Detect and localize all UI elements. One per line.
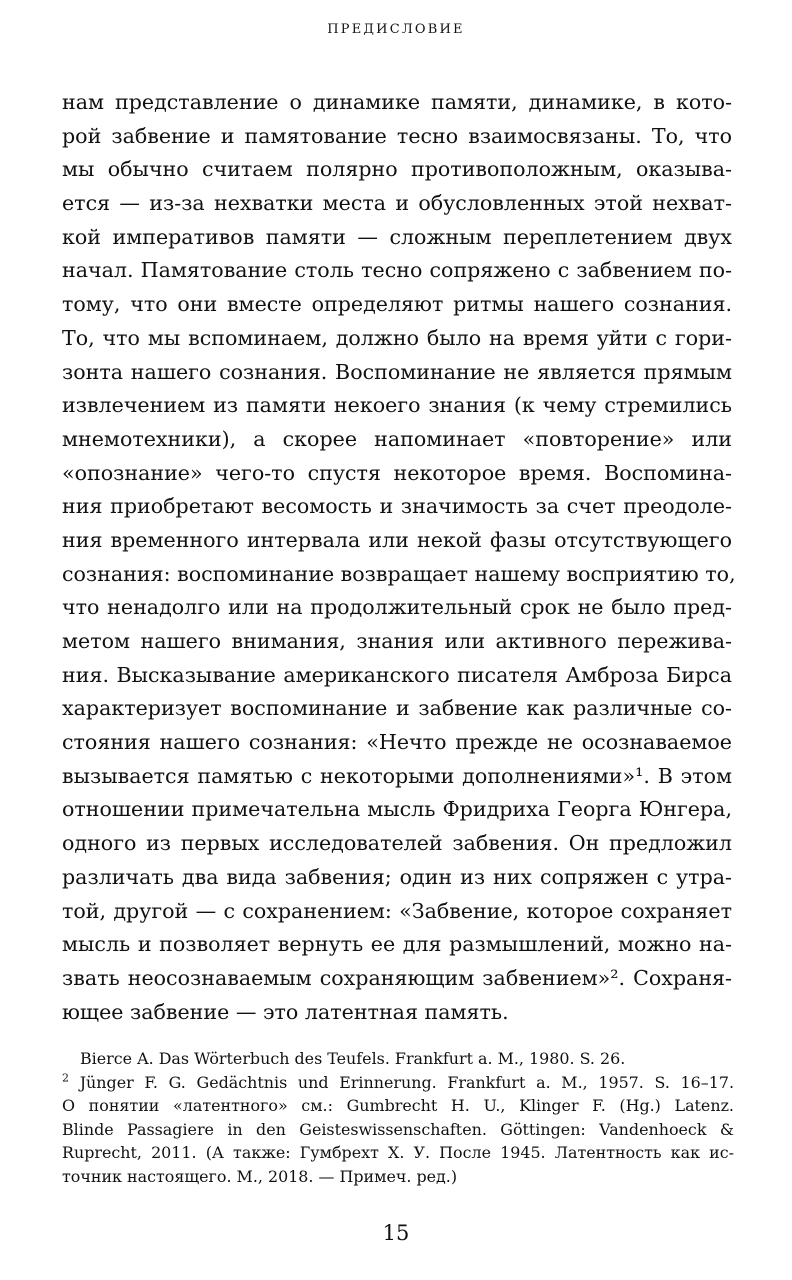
footnotes bbox=[62, 1047, 734, 1188]
footnote-line bbox=[62, 1071, 734, 1095]
body-line: зонта нашего сознания. Воспоминание не является прямым bbox=[62, 359, 732, 384]
page-number: 15 bbox=[382, 1221, 410, 1245]
body-text bbox=[62, 86, 736, 1029]
body-line: То, что мы вспоминаем, должно было на время уйти с гори- bbox=[62, 325, 732, 350]
body-line: кой императивов памяти — сложным переплетением двух bbox=[62, 224, 732, 249]
body-line: ния приобретают весомость и значимость за счет преодоле- bbox=[62, 494, 732, 519]
body-line: одного из первых исследователей забвения. Он предложил bbox=[62, 831, 732, 856]
body-line: «опознание» чего-то спустя некоторое время. Воспомина- bbox=[62, 460, 732, 485]
body-line: сознания: воспоминание возвращает нашему восприятию то, bbox=[62, 561, 736, 586]
body-line: звать неосознаваемым сохраняющим забвением»². Сохраня- bbox=[62, 965, 732, 990]
body-line: ния временного интервала или некой фазы отсутствующего bbox=[62, 527, 732, 552]
footnote-2 bbox=[62, 1071, 734, 1189]
footnote-line: точник настоящего. М., 2018. — Примеч. ред.) bbox=[62, 1166, 458, 1186]
body-line: метом нашего внимания, знания или активного пережива- bbox=[62, 629, 732, 653]
footnote-line: Blinde Passagiere in den Geisteswissenschaften. Göttingen: Vandenhoeck & bbox=[62, 1119, 734, 1139]
body-line: мнемотехники), а скорее напоминает «повторение» или bbox=[62, 426, 732, 451]
body-line: характеризует воспоминание и забвение как различные со- bbox=[62, 696, 732, 721]
body-line: отношении примечательна мысль Фридриха Георга Юнгера, bbox=[62, 797, 732, 822]
footnote-line: О понятии «латентного» см.: Gumbrecht H. U., Klinger F. (Hg.) Latenz. bbox=[62, 1096, 734, 1115]
body-line: извлечением из памяти некоего знания (к чему стремились bbox=[62, 393, 732, 418]
body-line: что ненадолго или на продолжительный срок не было пред- bbox=[62, 595, 732, 620]
body-line: рой забвение и памятование тесно взаимосвязаны. То, что bbox=[62, 123, 732, 148]
footnote-line: Bierce A. Das Wörterbuch des Teufels. Frankfurt a. M., 1980. S. 26. bbox=[80, 1049, 626, 1068]
body-line: различать два вида забвения; один из них сопряжен с утра- bbox=[62, 864, 732, 889]
footnote-1 bbox=[62, 1047, 734, 1071]
footnote-line-text: Jünger F. G. Gedächtnis und Erinnerung. Frankfurt a. M., 1957. S. 16–17. bbox=[79, 1072, 734, 1092]
footnote-line: Ruprecht, 2011. (А также: Гумбрехт Х. У. После 1945. Латентность как ис- bbox=[62, 1143, 734, 1162]
running-header: ПРЕДИСЛОВИЕ bbox=[327, 22, 465, 37]
body-line: нам представление о динамике памяти, динамике, в кото- bbox=[62, 90, 732, 114]
footnote-marker: 2 bbox=[62, 1071, 69, 1085]
body-line: вызывается памятью с некоторыми дополнениями»¹. В этом bbox=[62, 763, 732, 788]
body-line: ния. Высказывание американского писателя Амброза Бирса bbox=[62, 662, 732, 687]
body-line: ется — из-за нехватки места и обусловленных этой нехват- bbox=[62, 191, 732, 216]
body-line: начал. Памятование столь тесно сопряжено с забвением по- bbox=[62, 258, 732, 283]
body-line: мысль и позволяет вернуть ее для размышлений, можно на- bbox=[62, 932, 732, 957]
body-line: ющее забвение — это латентная память. bbox=[62, 999, 509, 1024]
body-line: той, другой — с сохранением: «Забвение, которое сохраняет bbox=[62, 898, 732, 923]
body-line: стояния нашего сознания: «Нечто прежде не осознаваемое bbox=[62, 730, 732, 755]
body-line: тому, что они вместе определяют ритмы нашего сознания. bbox=[62, 292, 732, 317]
body-line: мы обычно считаем полярно противоположным, оказыва- bbox=[62, 157, 732, 182]
